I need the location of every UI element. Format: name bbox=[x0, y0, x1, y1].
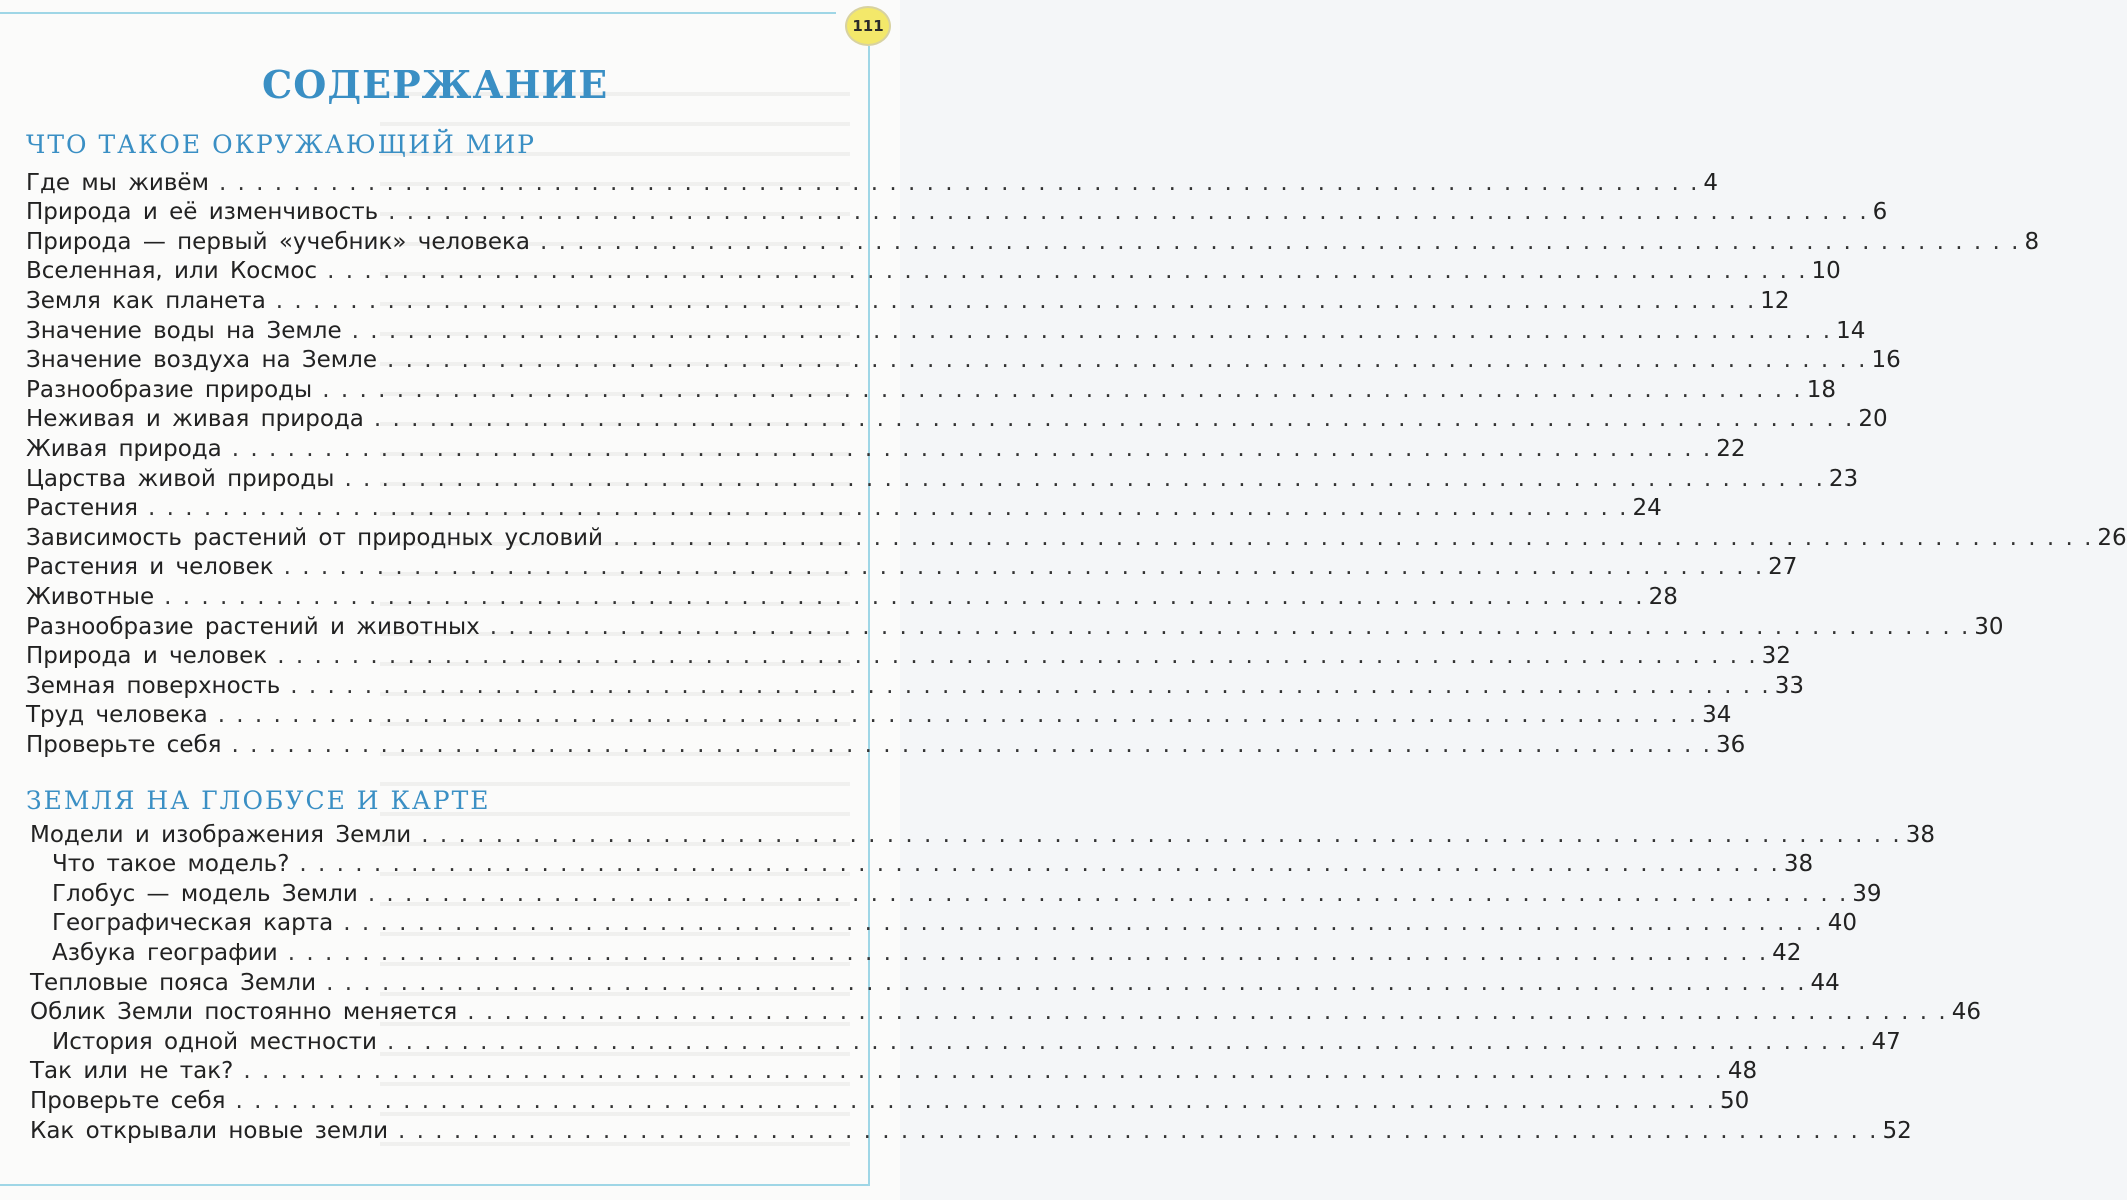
toc-dot-leader: . . . . . . . . . . . . . . . . . . . . . . . . . . . . . . . . . . . . . . . . . . . . . . . . . . . . . . . . . . . . . . . . . . . . . . . . . . . . . . . . bbox=[277, 643, 1758, 670]
toc-item bbox=[26, 257, 1841, 287]
toc-item bbox=[26, 642, 1791, 672]
toc-item bbox=[26, 434, 1746, 464]
toc-item-label: Живая природа bbox=[26, 435, 222, 462]
toc-item-label: Как открывали новые земли bbox=[30, 1117, 389, 1144]
toc-dot-leader: . . . . . . . . . . . . . . . . . . . . . . . . . . . . . . . . . . . . . . . . . . . . . . . . . . . . . . . . . . . . . . . . . . . . . . . . . . . . . . . . bbox=[218, 169, 1700, 196]
toc-item-page: 50 bbox=[1719, 1087, 1750, 1114]
page-number-badge: 111 bbox=[845, 6, 891, 46]
toc-dot-leader: . . . . . . . . . . . . . . . . . . . . . . . . . . . . . . . . . . . . . . . . . . . . . . . . . . . . . . . . . . . . . . . . . . . . . . . . . . . . . . . . bbox=[299, 851, 1780, 878]
toc-item-page: 34 bbox=[1702, 702, 1732, 729]
toc-item-page: 27 bbox=[1768, 554, 1798, 581]
toc-dot-leader: . . . . . . . . . . . . . . . . . . . . . . . . . . . . . . . . . . . . . . . . . . . . . . . . . . . . . . . . . . . . . . . . . . . . . . . . . . . . . . . . bbox=[398, 1117, 1879, 1144]
toc-item-label: История одной местности bbox=[52, 1028, 378, 1055]
page-title: СОДЕРЖАНИЕ bbox=[262, 62, 609, 107]
toc-dot-leader: . . . . . . . . . . . . . . . . . . . . . . . . . . . . . . . . . . . . . . . . . . . . . . . . . . . . . . . . . . . . . . . . . . . . . . . . . . . . . . . . bbox=[388, 199, 1869, 226]
page-border-top bbox=[0, 12, 836, 14]
toc-item bbox=[26, 464, 1859, 494]
toc-item-page: 47 bbox=[1871, 1028, 1901, 1055]
toc-item-label: Разнообразие природы bbox=[26, 376, 313, 403]
toc-item-label: Модели и изображения Земли bbox=[30, 821, 412, 848]
toc-item bbox=[30, 820, 1935, 850]
toc-item bbox=[26, 227, 2040, 257]
toc-item bbox=[52, 909, 1857, 939]
toc-item-page: 42 bbox=[1772, 939, 1802, 966]
toc-dot-leader: . . . . . . . . . . . . . . . . . . . . . . . . . . . . . . . . . . . . . . . . . . . . . . . . . . . . . . . . . . . . . . . . . . . . . . . . . . . . . . . . bbox=[164, 583, 1645, 610]
toc-item-label: Географическая карта bbox=[52, 910, 334, 937]
toc-dot-leader: . . . . . . . . . . . . . . . . . . . . . . . . . . . . . . . . . . . . . . . . . . . . . . . . . . . . . . . . . . . . . . . . . . . . . . . . . . . . . . . . bbox=[275, 287, 1757, 314]
toc-item bbox=[26, 523, 2127, 553]
toc-item-label: Неживая и живая природа bbox=[26, 406, 364, 433]
toc-item-label: Природа — первый «учебник» человека bbox=[26, 228, 530, 255]
toc-item bbox=[26, 671, 1805, 701]
toc-dot-leader: . . . . . . . . . . . . . . . . . . . . . . . . . . . . . . . . . . . . . . . . . . . . . . . . . . . . . . . . . . . . . . . . . . . . . . . . . . . . . . . . bbox=[421, 821, 1902, 848]
page-border-bottom bbox=[0, 1184, 870, 1186]
toc-item-label: Растения и человек bbox=[26, 554, 274, 581]
toc-dot-leader: . . . . . . . . . . . . . . . . . . . . . . . . . . . . . . . . . . . . . . . . . . . . . . . . . . . . . . . . . . . . . . . . . . . . . . . . . . . . . . . . bbox=[217, 702, 1699, 729]
toc-dot-leader: . . . . . . . . . . . . . . . . . . . . . . . . . . . . . . . . . . . . . . . . . . . . . . . . . . . . . . . . . . . . . . . . . . . . . . . . . . . . . . . . bbox=[287, 939, 1769, 966]
toc-item-page: 18 bbox=[1806, 376, 1836, 403]
toc-item-label: Земная поверхность bbox=[26, 672, 281, 699]
toc-item bbox=[30, 1086, 1750, 1116]
toc-item-label: Зависимость растений от природных условий bbox=[26, 524, 603, 551]
toc-item-label: Значение воды на Земле bbox=[26, 317, 342, 344]
toc-item bbox=[26, 612, 2004, 642]
toc-item-page: 10 bbox=[1811, 258, 1841, 285]
toc-item-page: 48 bbox=[1727, 1058, 1758, 1085]
toc-item-label: Что такое модель? bbox=[52, 851, 290, 878]
toc-item-page: 22 bbox=[1716, 435, 1746, 462]
toc-item-page: 44 bbox=[1810, 969, 1840, 996]
toc-item-page: 33 bbox=[1774, 672, 1805, 699]
toc-item-page: 23 bbox=[1828, 465, 1859, 492]
toc-dot-leader: . . . . . . . . . . . . . . . . . . . . . . . . . . . . . . . . . . . . . . . . . . . . . . . . . . . . . . . . . . . . . . . . . . . . . . . . . . . . . . . . bbox=[489, 613, 1971, 640]
toc-item bbox=[26, 375, 1836, 405]
toc-dot-leader: . . . . . . . . . . . . . . . . . . . . . . . . . . . . . . . . . . . . . . . . . . . . . . . . . . . . . . . . . . . . . . . . . . . . . . . . . . . . . . . . bbox=[351, 317, 1833, 344]
toc-item bbox=[52, 850, 1814, 880]
toc-item-label: Тепловые пояса Земли bbox=[30, 969, 317, 996]
toc-item bbox=[52, 938, 1802, 968]
toc-item-page: 20 bbox=[1858, 406, 1888, 433]
toc-item bbox=[26, 405, 1888, 435]
toc-item-page: 14 bbox=[1836, 317, 1866, 344]
toc-item-label: Облик Земли постоянно меняется bbox=[30, 999, 458, 1026]
toc-item-label: Проверьте себя bbox=[26, 731, 222, 758]
toc-item bbox=[52, 1027, 1901, 1057]
toc-dot-leader: . . . . . . . . . . . . . . . . . . . . . . . . . . . . . . . . . . . . . . . . . . . . . . . . . . . . . . . . . . . . . . . . . . . . . . . . . . . . . . . . bbox=[387, 1028, 1868, 1055]
toc-dot-leader: . . . . . . . . . . . . . . . . . . . . . . . . . . . . . . . . . . . . . . . . . . . . . . . . . . . . . . . . . . . . . . . . . . . . . . . . . . . . . . . . bbox=[243, 1058, 1724, 1085]
toc-item-label: Азбука географии bbox=[52, 939, 278, 966]
toc-dot-leader: . . . . . . . . . . . . . . . . . . . . . . . . . . . . . . . . . . . . . . . . . . . . . . . . . . . . . . . . . . . . . . . . . . . . . . . . . . . . . . . . bbox=[231, 435, 1713, 462]
toc-item bbox=[26, 701, 1732, 731]
toc-dot-leader: . . . . . . . . . . . . . . . . . . . . . . . . . . . . . . . . . . . . . . . . . . . . . . . . . . . . . . . . . . . . . . . . . . . . . . . . . . . . . . . . bbox=[147, 495, 1629, 522]
toc-dot-leader: . . . . . . . . . . . . . . . . . . . . . . . . . . . . . . . . . . . . . . . . . . . . . . . . . . . . . . . . . . . . . . . . . . . . . . . . . . . . . . . . bbox=[612, 524, 2094, 551]
toc-item bbox=[26, 494, 1662, 524]
toc-item-label: Труд человека bbox=[26, 702, 208, 729]
toc-item bbox=[26, 346, 1901, 376]
toc-item bbox=[26, 168, 1719, 198]
section-title-2: ЗЕМЛЯ НА ГЛОБУСЕ И КАРТЕ bbox=[26, 786, 491, 815]
toc-dot-leader: . . . . . . . . . . . . . . . . . . . . . . . . . . . . . . . . . . . . . . . . . . . . . . . . . . . . . . . . . . . . . . . . . . . . . . . . . . . . . . . . bbox=[367, 880, 1849, 907]
toc-item-label: Царства живой природы bbox=[26, 465, 335, 492]
toc-item-label: Животные bbox=[26, 583, 155, 610]
toc-dot-leader: . . . . . . . . . . . . . . . . . . . . . . . . . . . . . . . . . . . . . . . . . . . . . . . . . . . . . . . . . . . . . . . . . . . . . . . . . . . . . . . . bbox=[326, 969, 1807, 996]
toc-item-page: 39 bbox=[1852, 880, 1882, 907]
toc-item bbox=[30, 998, 1982, 1028]
toc-dot-leader: . . . . . . . . . . . . . . . . . . . . . . . . . . . . . . . . . . . . . . . . . . . . . . . . . . . . . . . . . . . . . . . . . . . . . . . . . . . . . . . . bbox=[387, 347, 1868, 374]
toc-dot-leader: . . . . . . . . . . . . . . . . . . . . . . . . . . . . . . . . . . . . . . . . . . . . . . . . . . . . . . . . . . . . . . . . . . . . . . . . . . . . . . . . bbox=[539, 228, 2021, 255]
toc-item-label: Природа и человек bbox=[26, 643, 268, 670]
toc-dot-leader: . . . . . . . . . . . . . . . . . . . . . . . . . . . . . . . . . . . . . . . . . . . . . . . . . . . . . . . . . . . . . . . . . . . . . . . . . . . . . . . . bbox=[231, 731, 1712, 758]
toc-item-page: 8 bbox=[2024, 228, 2040, 255]
toc-item bbox=[52, 879, 1882, 909]
toc-item bbox=[26, 286, 1790, 316]
toc-item-page: 16 bbox=[1871, 347, 1901, 374]
toc-item bbox=[26, 730, 1746, 760]
toc-item-label: Вселенная, или Космос bbox=[26, 258, 318, 285]
toc-dot-leader: . . . . . . . . . . . . . . . . . . . . . . . . . . . . . . . . . . . . . . . . . . . . . . . . . . . . . . . . . . . . . . . . . . . . . . . . . . . . . . . . bbox=[322, 376, 1803, 403]
toc-item bbox=[26, 553, 1798, 583]
section-title-1: ЧТО ТАКОЕ ОКРУЖАЮЩИЙ МИР bbox=[26, 130, 536, 159]
toc-item bbox=[30, 1057, 1758, 1087]
toc-dot-leader: . . . . . . . . . . . . . . . . . . . . . . . . . . . . . . . . . . . . . . . . . . . . . . . . . . . . . . . . . . . . . . . . . . . . . . . . . . . . . . . . bbox=[373, 406, 1855, 433]
toc-item-page: 26 bbox=[2097, 524, 2127, 551]
toc-item-label: Проверьте себя bbox=[30, 1087, 226, 1114]
toc-item-page: 4 bbox=[1703, 169, 1719, 196]
toc-item-label: Так или не так? bbox=[30, 1058, 234, 1085]
toc-item-page: 38 bbox=[1905, 821, 1935, 848]
toc-item-page: 28 bbox=[1648, 583, 1678, 610]
toc-item bbox=[30, 968, 1840, 998]
toc-item-page: 36 bbox=[1715, 731, 1746, 758]
toc-item-page: 40 bbox=[1827, 910, 1857, 937]
toc-item-label: Глобус — модель Земли bbox=[52, 880, 358, 907]
toc-item-label: Разнообразие растений и животных bbox=[26, 613, 480, 640]
toc-dot-leader: . . . . . . . . . . . . . . . . . . . . . . . . . . . . . . . . . . . . . . . . . . . . . . . . . . . . . . . . . . . . . . . . . . . . . . . . . . . . . . . . bbox=[290, 672, 1771, 699]
toc-item-label: Где мы живём bbox=[26, 169, 209, 196]
toc-dot-leader: . . . . . . . . . . . . . . . . . . . . . . . . . . . . . . . . . . . . . . . . . . . . . . . . . . . . . . . . . . . . . . . . . . . . . . . . . . . . . . . . bbox=[283, 554, 1765, 581]
toc-item-page: 46 bbox=[1951, 999, 1982, 1026]
toc-item-label: Растения bbox=[26, 495, 138, 522]
toc-dot-leader: . . . . . . . . . . . . . . . . . . . . . . . . . . . . . . . . . . . . . . . . . . . . . . . . . . . . . . . . . . . . . . . . . . . . . . . . . . . . . . . . bbox=[235, 1087, 1716, 1114]
toc-item-page: 38 bbox=[1783, 851, 1814, 878]
toc-item bbox=[26, 316, 1866, 346]
toc-item-label: Земля как планета bbox=[26, 287, 266, 314]
toc-item-page: 30 bbox=[1974, 613, 2004, 640]
toc-item-page: 6 bbox=[1872, 199, 1888, 226]
toc-dot-leader: . . . . . . . . . . . . . . . . . . . . . . . . . . . . . . . . . . . . . . . . . . . . . . . . . . . . . . . . . . . . . . . . . . . . . . . . . . . . . . . . bbox=[343, 910, 1824, 937]
toc-item bbox=[30, 1116, 1912, 1146]
toc-dot-leader: . . . . . . . . . . . . . . . . . . . . . . . . . . . . . . . . . . . . . . . . . . . . . . . . . . . . . . . . . . . . . . . . . . . . . . . . . . . . . . . . bbox=[327, 258, 1808, 285]
toc-dot-leader: . . . . . . . . . . . . . . . . . . . . . . . . . . . . . . . . . . . . . . . . . . . . . . . . . . . . . . . . . . . . . . . . . . . . . . . . . . . . . . . . bbox=[467, 999, 1948, 1026]
toc-item-label: Природа и её изменчивость bbox=[26, 199, 379, 226]
toc-item-page: 32 bbox=[1761, 643, 1791, 670]
toc-item-label: Значение воздуха на Земле bbox=[26, 347, 377, 374]
toc-item bbox=[26, 198, 1888, 228]
toc-item bbox=[26, 582, 1678, 612]
toc-dot-leader: . . . . . . . . . . . . . . . . . . . . . . . . . . . . . . . . . . . . . . . . . . . . . . . . . . . . . . . . . . . . . . . . . . . . . . . . . . . . . . . . bbox=[344, 465, 1825, 492]
toc-item-page: 24 bbox=[1632, 495, 1662, 522]
toc-item-page: 52 bbox=[1882, 1117, 1912, 1144]
toc-item-page: 12 bbox=[1760, 287, 1790, 314]
